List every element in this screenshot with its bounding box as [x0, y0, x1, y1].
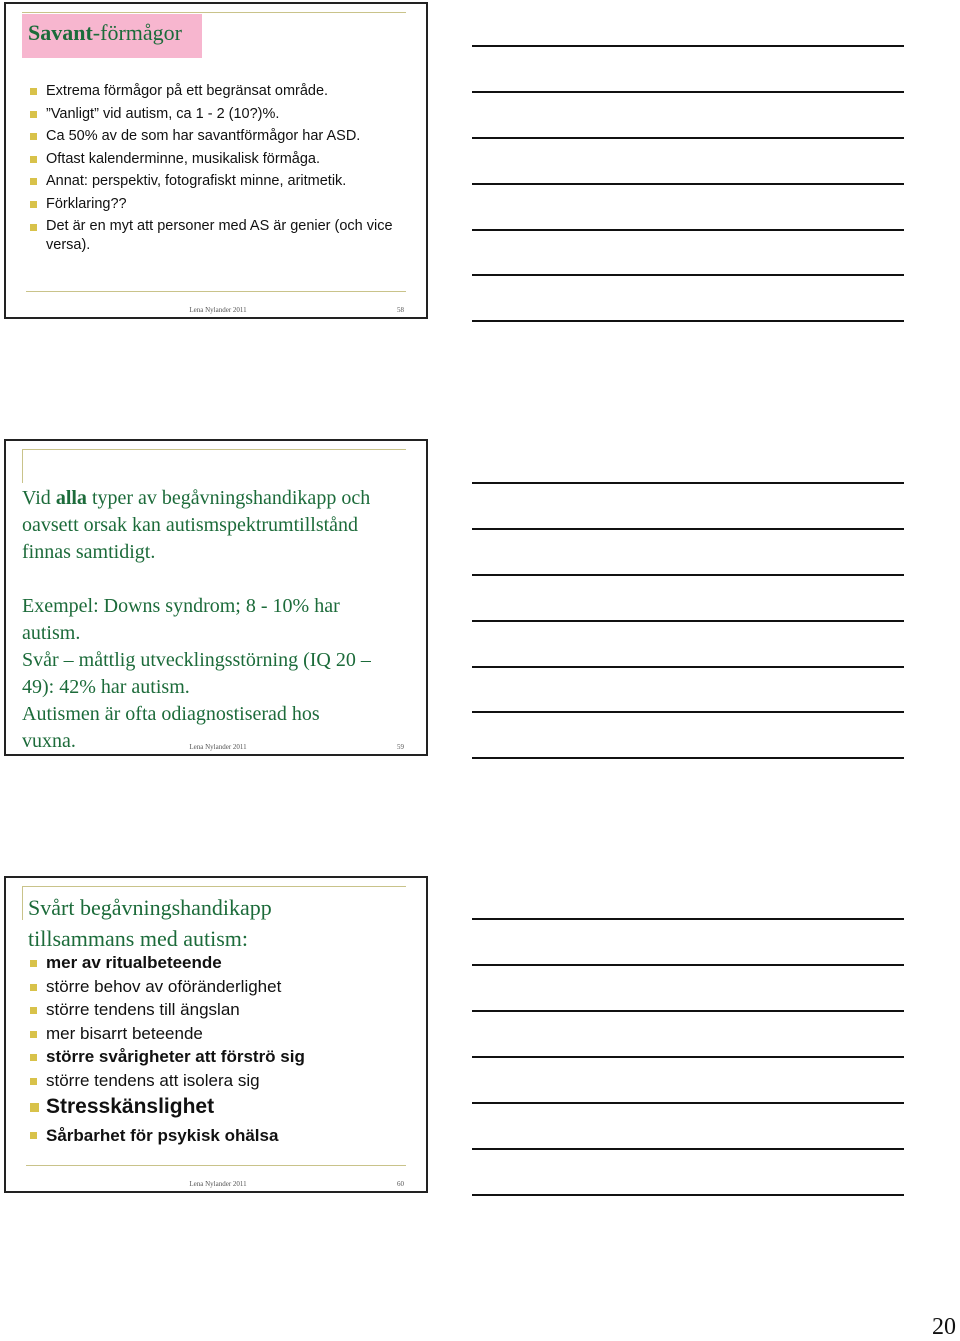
bullet-item: större behov av oföränderlighet: [28, 975, 408, 999]
slide-title: [28, 892, 272, 954]
slide-title-line-2: tillsammans med autism:: [28, 926, 248, 951]
note-line: [472, 320, 904, 322]
bullet-item: större tendens till ängslan: [28, 998, 408, 1022]
bullet-item: mer bisarrt beteende: [28, 1022, 408, 1046]
note-line: [472, 528, 904, 530]
bullet-square-icon: [30, 224, 37, 231]
slide-number: 59: [397, 743, 404, 751]
note-line: [472, 183, 904, 185]
bullet-square-icon: [30, 88, 37, 95]
bullet-square-icon: [30, 1078, 37, 1085]
slide-58: [4, 2, 428, 319]
slide-number: 60: [397, 1180, 404, 1188]
slide-top-rule: [22, 12, 406, 13]
bullet-square-icon: [30, 111, 37, 118]
footer-author: Lena Nylander 2011: [189, 1180, 247, 1188]
slide-title-line-1: Svårt begåvningshandikapp: [28, 895, 272, 920]
slide-number: 58: [397, 306, 404, 314]
footer-author: Lena Nylander 2011: [189, 306, 247, 314]
emphasis-alla: alla: [55, 487, 87, 509]
bullet-item: Förklaring??: [28, 193, 398, 216]
note-line: [472, 574, 904, 576]
note-line: [472, 964, 904, 966]
bullet-item: Oftast kalenderminne, musikalisk förmåga.: [28, 148, 398, 171]
slide-top-rule: [22, 449, 406, 450]
note-line: [472, 45, 904, 47]
slide-59: [4, 439, 428, 756]
note-line: [472, 1194, 904, 1196]
bullet-item: Stresskänslighet: [28, 1092, 408, 1122]
slide-title-main: Savant: [28, 20, 93, 45]
note-line: [472, 711, 904, 713]
slide-left-rule: [22, 449, 23, 483]
bullet-square-icon: [30, 1054, 37, 1061]
bullet-item: ”Vanligt” vid autism, ca 1 - 2 (10?)%.: [28, 103, 398, 126]
note-line: [472, 918, 904, 920]
bullet-item: Det är en myt att personer med AS är genier (och vice versa).: [28, 215, 398, 255]
bullet-square-icon: [30, 1031, 37, 1038]
note-line: [472, 620, 904, 622]
paragraph-4: Autismen är ofta odiagnostiserad hos vuxna.: [22, 703, 320, 752]
note-line: [472, 757, 904, 759]
note-line: [472, 91, 904, 93]
note-line: [472, 137, 904, 139]
bullet-square-icon: [30, 1007, 37, 1014]
note-line: [472, 1102, 904, 1104]
bullet-square-icon: [30, 178, 37, 185]
slide-left-rule: [22, 886, 23, 920]
bullet-item: Ca 50% av de som har savantförmågor har ASD.: [28, 125, 398, 148]
footer-author: Lena Nylander 2011: [189, 743, 247, 751]
paragraph-3: Svår – måttlig utvecklingsstörning (IQ 20 – 49): 42% har autism.: [22, 649, 371, 698]
bullet-item: Extrema förmågor på ett begränsat område.: [28, 80, 398, 103]
footer-rule: [26, 1165, 406, 1166]
bullet-item: mer av ritualbeteende: [28, 951, 408, 975]
note-line: [472, 274, 904, 276]
bullet-list: [28, 951, 408, 1149]
slide-body: [22, 485, 402, 755]
bullet-list: [28, 80, 398, 255]
bullet-square-icon: [30, 156, 37, 163]
footer-rule: [26, 291, 406, 292]
note-line: [472, 229, 904, 231]
bullet-square-icon: [30, 960, 37, 967]
bullet-item: Annat: perspektiv, fotografiskt minne, aritmetik.: [28, 170, 398, 193]
bullet-square-icon: [30, 1132, 37, 1139]
bullet-square-icon: [30, 1103, 39, 1112]
note-line: [472, 1148, 904, 1150]
note-line: [472, 1056, 904, 1058]
bullet-item: större tendens att isolera sig: [28, 1069, 408, 1093]
slide-title: [28, 20, 182, 46]
slide-title-rest: -förmågor: [92, 20, 182, 45]
bullet-square-icon: [30, 133, 37, 140]
slide-top-rule: [22, 886, 406, 887]
paragraph-1: Vid alla typer av begåvningshandikapp och oavsett orsak kan autismspektrumtillstånd finnas samtidigt.: [22, 487, 371, 563]
note-line: [472, 482, 904, 484]
slide-60: [4, 876, 428, 1193]
page-number: 20: [932, 1314, 956, 1340]
bullet-square-icon: [30, 984, 37, 991]
bullet-item: större svårigheter att förströ sig: [28, 1045, 408, 1069]
bullet-square-icon: [30, 201, 37, 208]
paragraph-2: Exempel: Downs syndrom; 8 - 10% har autism.: [22, 595, 340, 644]
note-line: [472, 666, 904, 668]
bullet-item: Sårbarhet för psykisk ohälsa: [28, 1122, 408, 1149]
note-line: [472, 1010, 904, 1012]
